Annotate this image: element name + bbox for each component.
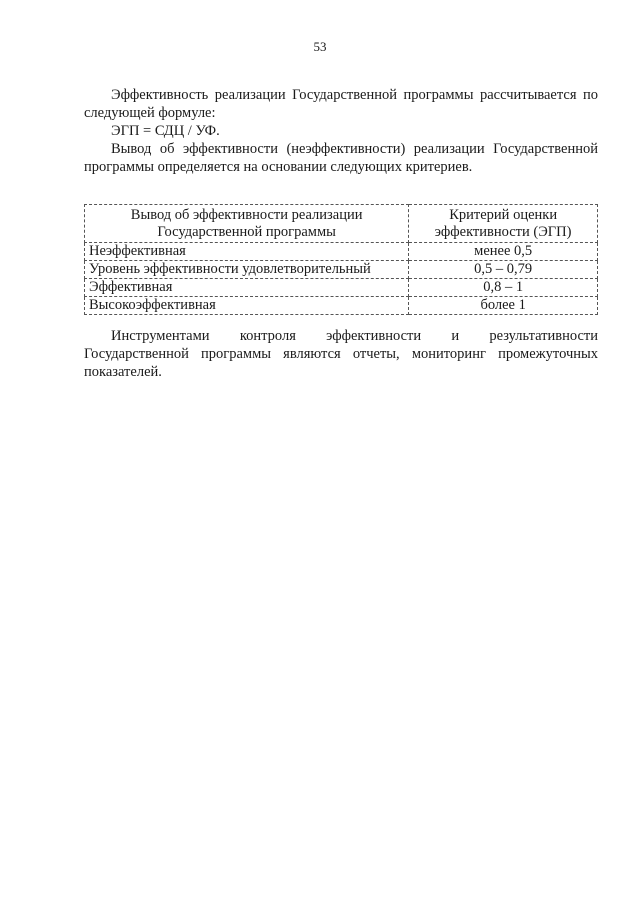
criteria-table-container [84,204,598,315]
table-cell-conclusion: Неэффективная [85,243,409,261]
table-cell-conclusion: Высокоэффективная [85,297,409,315]
paragraph-criteria-intro: Вывод об эффективности (неэффективности) реализации Государственной программы определяется на основании следующих критериев. [84,141,598,175]
page-number: 53 [313,39,327,54]
paragraph-formula-intro: Эффективность реализации Государственной программы рассчитывается по следующей формуле: [84,87,598,121]
table-cell-criterion: 0,5 – 0,79 [409,261,598,279]
table-header-criterion: Критерий оценки эффективности (ЭГП) [409,205,598,243]
table-cell-criterion: менее 0,5 [409,243,598,261]
closing-section [84,327,598,381]
paragraph-control-instruments: Инструментами контроля эффективности и результативности Государственной программы являются отчеты, мониторинг промежуточных показателей. [84,328,598,380]
intro-section [84,86,598,176]
table-cell-conclusion: Уровень эффективности удовлетворительный [85,261,409,279]
table-row [85,279,598,297]
table-row [85,297,598,315]
table-row [85,261,598,279]
criteria-table [84,204,598,315]
table-cell-criterion: 0,8 – 1 [409,279,598,297]
table-cell-criterion: более 1 [409,297,598,315]
table-header-conclusion: Вывод об эффективности реализации Государственной программы [85,205,409,243]
formula: ЭГП = СДЦ / УФ. [111,123,220,139]
table-header-row [85,205,598,243]
table-cell-conclusion: Эффективная [85,279,409,297]
table-row [85,243,598,261]
